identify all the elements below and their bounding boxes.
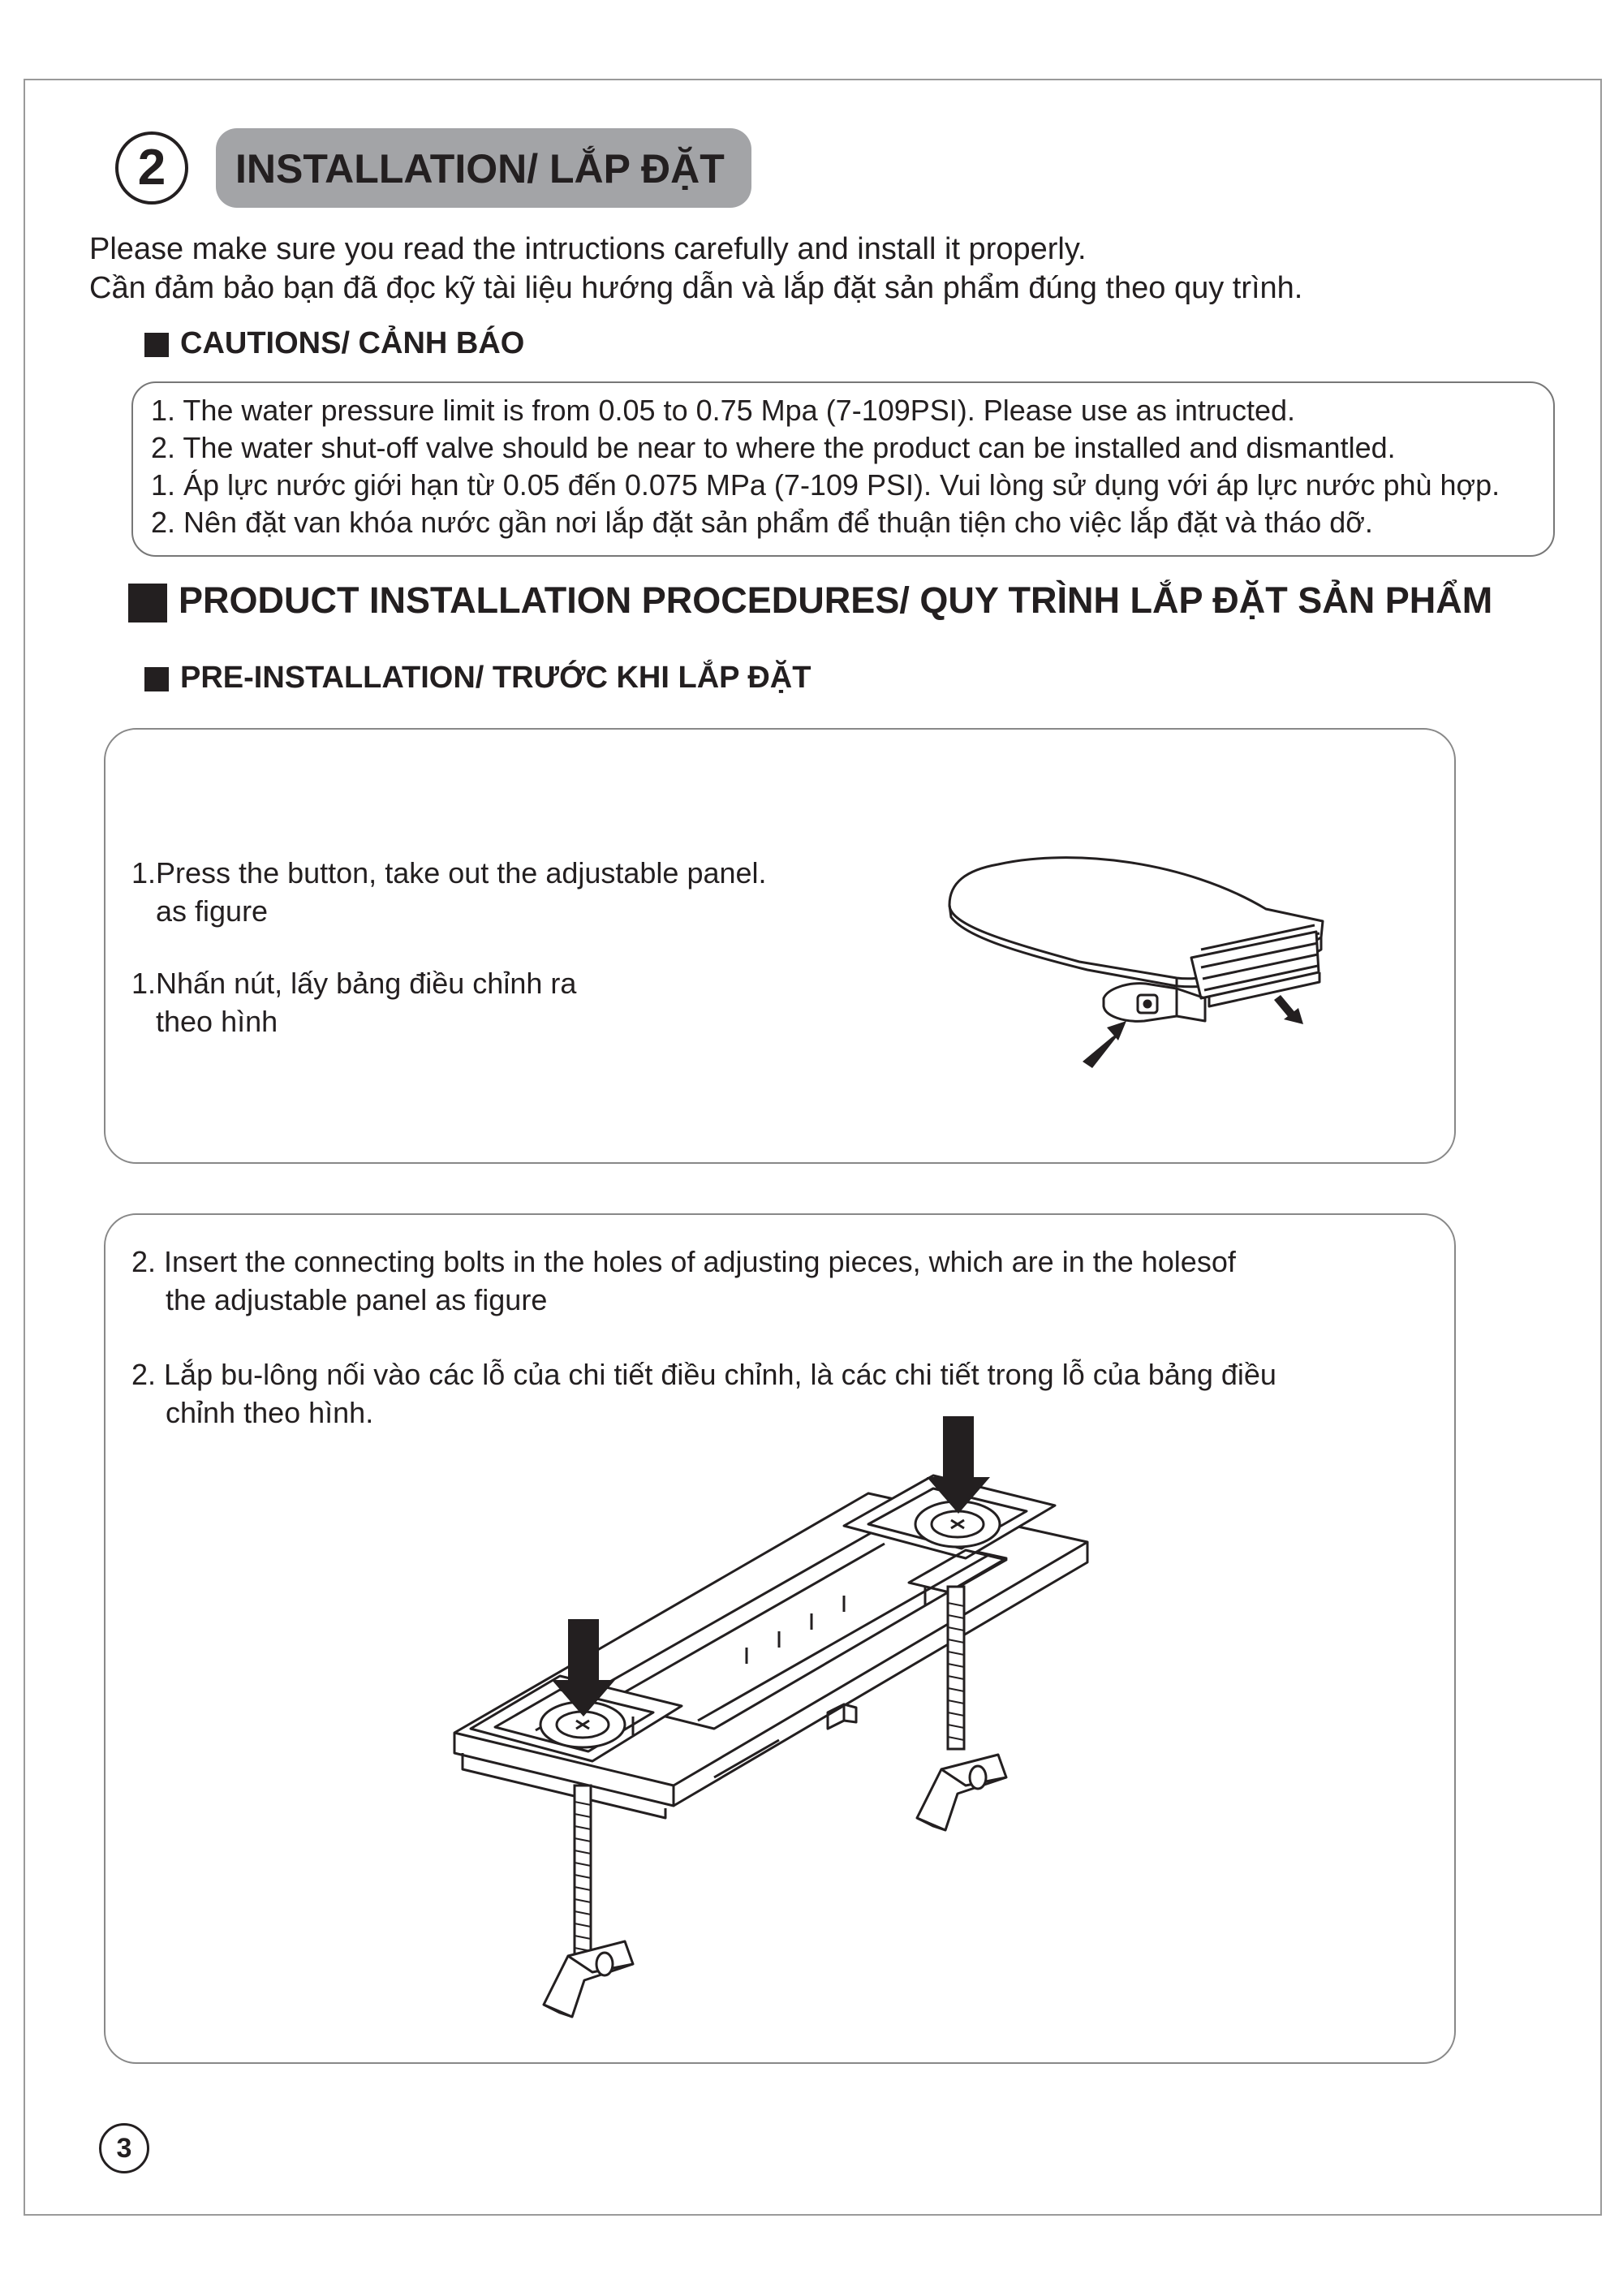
intro-line-en: Please make sure you read the intructions carefully and install it properly. (89, 232, 1087, 266)
step-1-en-line-2: as figure (156, 894, 269, 928)
caution-item-2: 2. The water shut-off valve should be near to where the product can be installed and dismantled. (151, 431, 1396, 464)
page-number: 3 (99, 2123, 149, 2173)
step-1-en-line-1: 1.Press the button, take out the adjustable panel. (131, 856, 767, 890)
square-bullet-icon (128, 584, 167, 622)
adjustable-panel-illustration (438, 1404, 1120, 2053)
section-number-badge: 2 (115, 131, 188, 205)
pull-arrow-icon (1274, 995, 1303, 1024)
step-1-vi-line-1: 1.Nhấn nút, lấy bảng điều chỉnh ra (131, 967, 577, 1000)
procedures-heading-text: PRODUCT INSTALLATION PROCEDURES/ QUY TRÌNH LẮP ĐẶT SẢN PHẨM (179, 579, 1493, 621)
pre-installation-heading (144, 659, 811, 696)
pre-installation-heading-text: PRE-INSTALLATION/ TRƯỚC KHI LẮP ĐẶT (180, 661, 812, 695)
cautions-heading (144, 325, 524, 362)
square-bullet-icon (144, 333, 169, 357)
intro-line-vi: Cần đảm bảo bạn đã đọc kỹ tài liệu hướng dẫn và lắp đặt sản phẩm đúng theo quy trình. (89, 271, 1303, 305)
section-title: INSTALLATION/ LẮP ĐẶT (235, 146, 725, 192)
caution-item-4: 2. Nên đặt van khóa nước gần nơi lắp đặt sản phẩm để thuận tiện cho việc lắp đặt và tháo dỡ. (151, 506, 1373, 539)
step-2-en-line-2: the adjustable panel as figure (166, 1283, 548, 1316)
seat-lid-illustration (933, 836, 1339, 1096)
caution-item-3: 1. Áp lực nước giới hạn từ 0.05 đến 0.075 MPa (7-109 PSI). Vui lòng sử dụng với áp lực nước phù hợp. (151, 468, 1500, 502)
cautions-heading-text: CAUTIONS/ CẢNH BÁO (180, 326, 525, 360)
step-2-en-line-1: 2. Insert the connecting bolts in the holes of adjusting pieces, which are in the holesof (131, 1245, 1236, 1278)
press-arrow-icon (1083, 1021, 1126, 1068)
step-2-vi-line-2: chỉnh theo hình. (166, 1396, 374, 1429)
caution-item-1: 1. The water pressure limit is from 0.05 to 0.75 Mpa (7-109PSI). Please use as intructed. (151, 394, 1295, 427)
step-2-vi-line-1: 2. Lắp bu-lông nối vào các lỗ của chi tiết điều chỉnh, là các chi tiết trong lỗ của bảng điều (131, 1358, 1276, 1391)
square-bullet-icon (144, 667, 169, 691)
procedures-heading (128, 578, 1492, 623)
step-1-vi-line-2: theo hình (156, 1005, 278, 1038)
